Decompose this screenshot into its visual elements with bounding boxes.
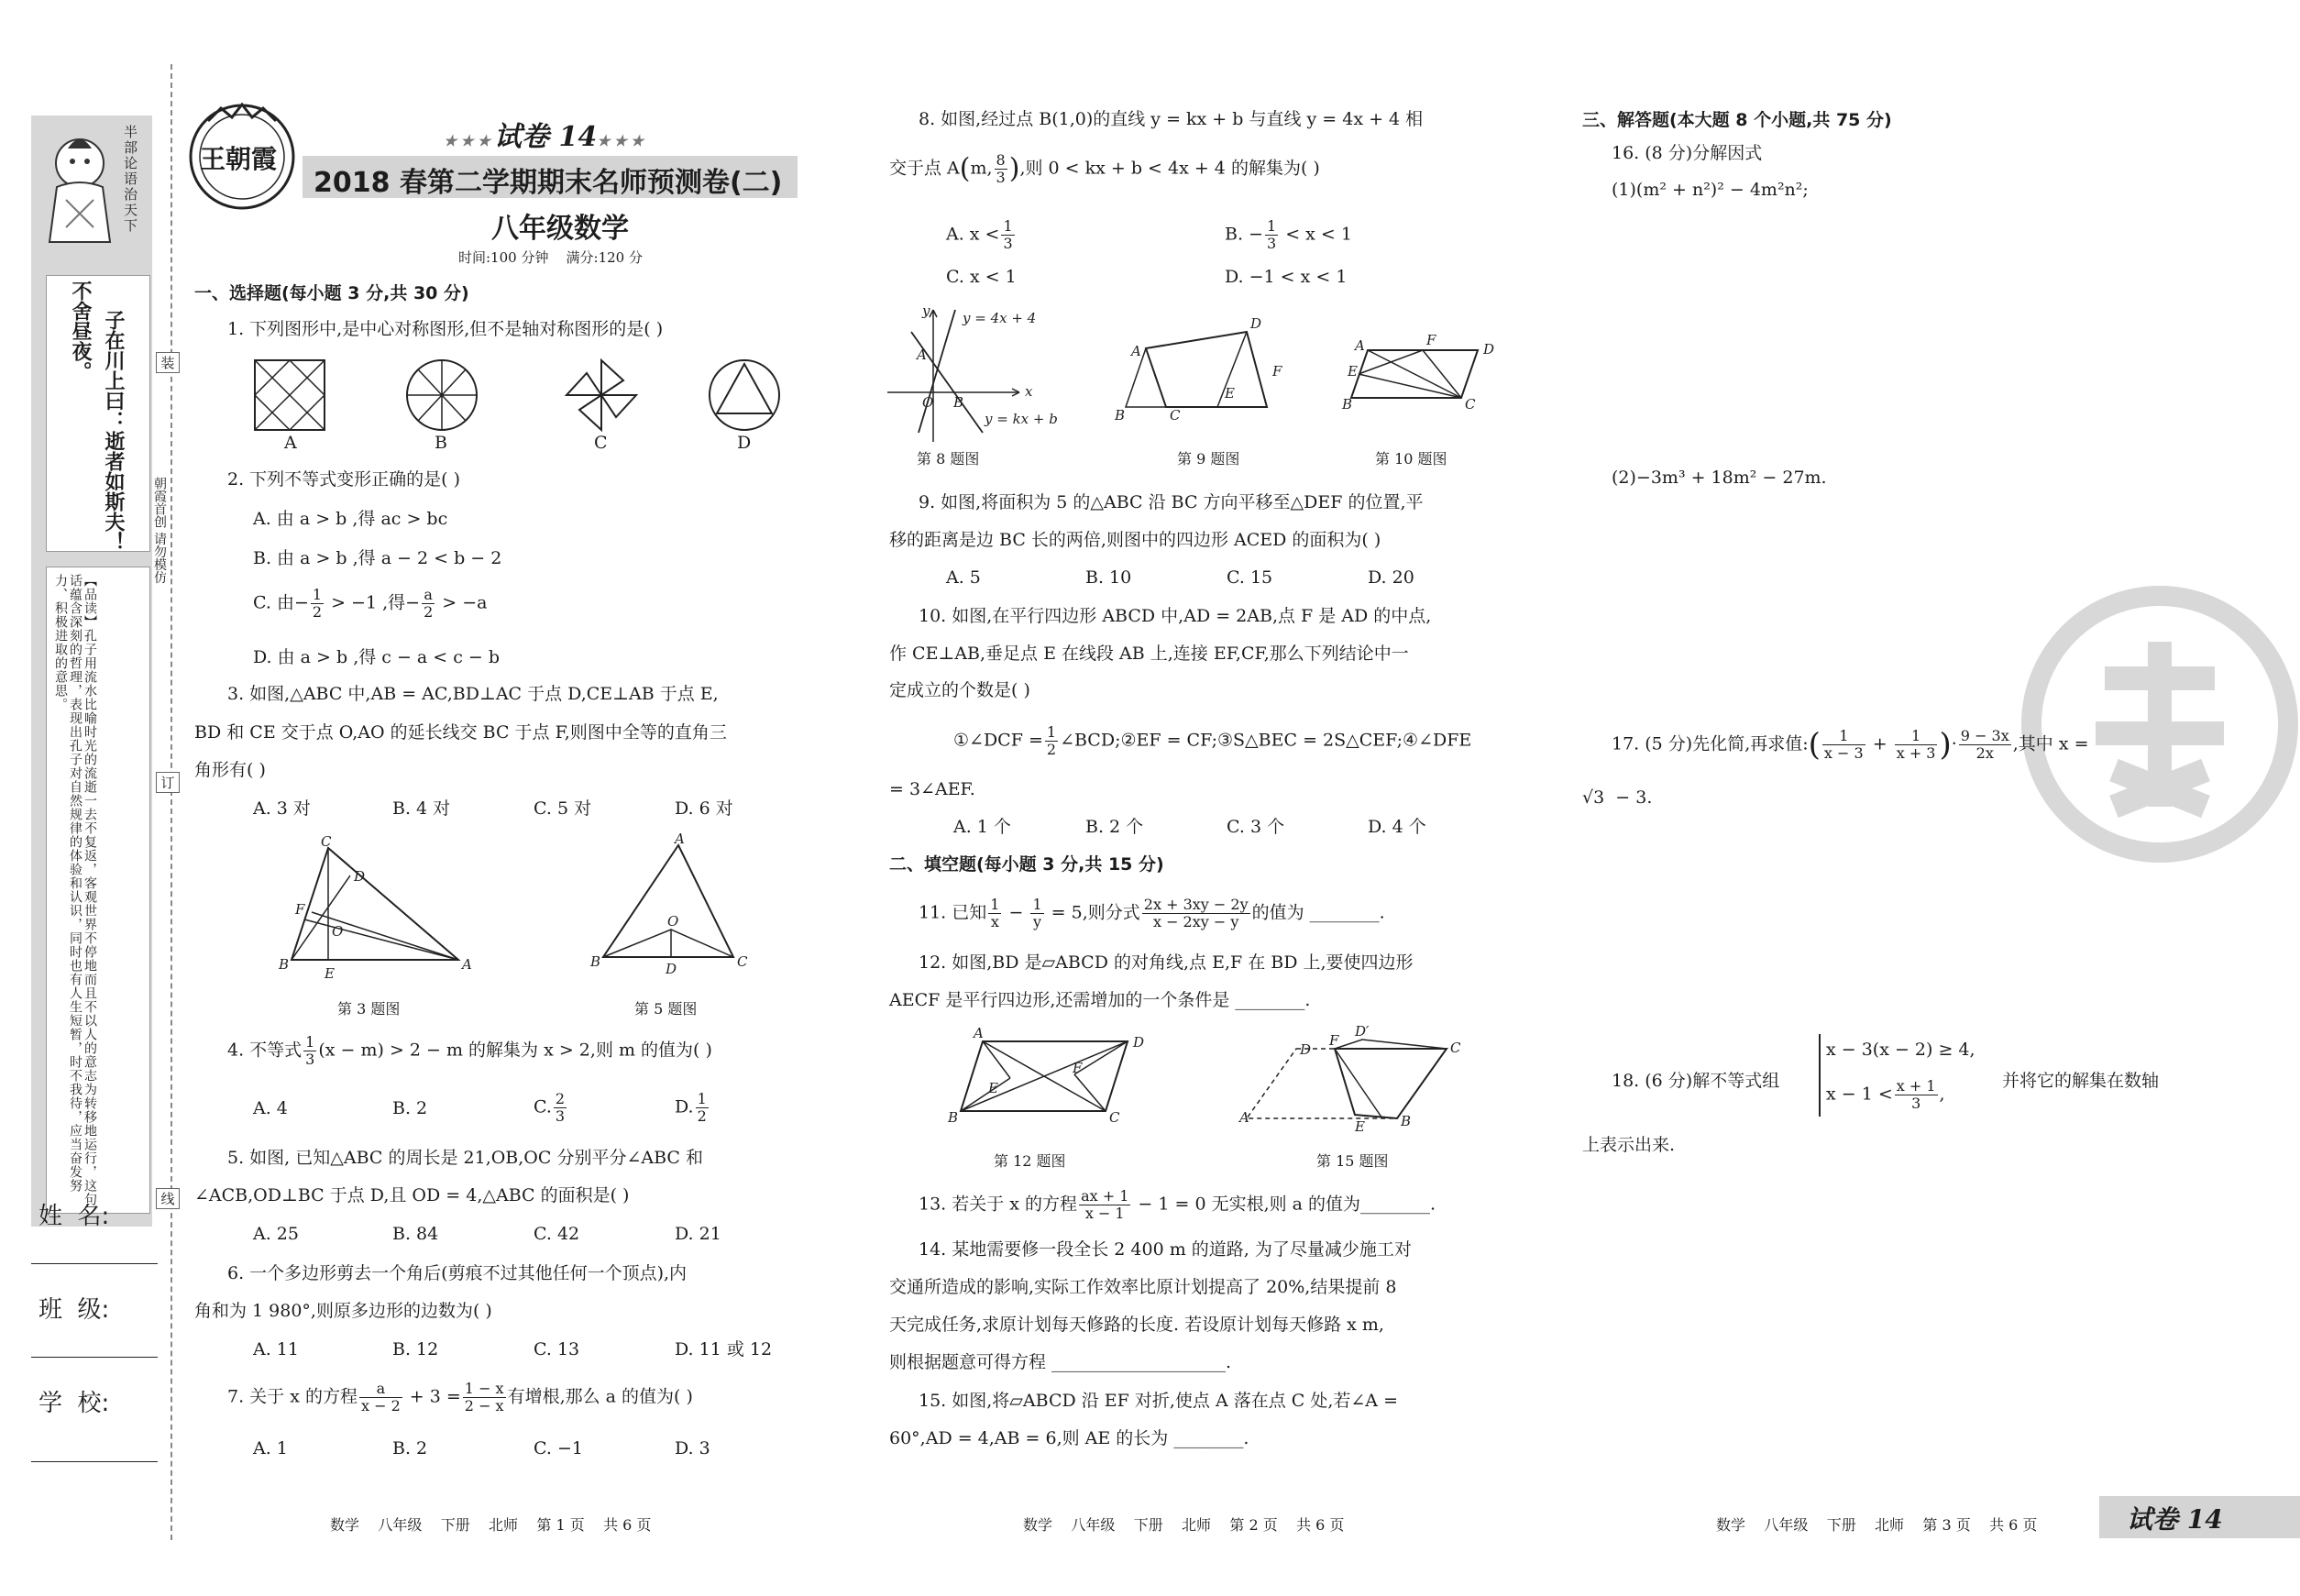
q7-text: 7. 关于 x 的方程 $\frac{a}{x - 2}$ + 3 = $\frac{1 - x}{2 - x}$ 有增根,那么 a 的值为( ) xyxy=(227,1380,693,1414)
class-field[interactable] xyxy=(31,1357,158,1358)
q10-line-2: 作 CE⊥AB,垂足点 E 在线段 AB 上,连接 EF,CF,那么下列结论中一 xyxy=(889,644,1409,664)
svg-text:E: E xyxy=(1348,363,1358,380)
watermark-seal xyxy=(2022,587,2297,862)
bind-mark-2: 订 xyxy=(156,772,180,793)
q6-line-2: 角和为 1 980°,则原多边形的边数为( ) xyxy=(194,1301,492,1321)
q14-line-4: 则根据题意可得方程 ____________________. xyxy=(889,1352,1232,1372)
fig15-caption: 第 15 题图 xyxy=(1316,1152,1389,1170)
svg-text:E: E xyxy=(1225,385,1235,402)
q1-label-c: C xyxy=(594,433,608,453)
q1-label-d: D xyxy=(737,433,752,453)
svg-text:C: C xyxy=(1109,1109,1120,1126)
fig12-caption: 第 12 题图 xyxy=(994,1152,1066,1170)
svg-text:A: A xyxy=(974,1025,984,1041)
q18-ineq-1: x − 3(x − 2) ≥ 4, xyxy=(1826,1040,1975,1060)
svg-text:D: D xyxy=(666,961,677,977)
svg-text:D: D xyxy=(354,868,366,885)
svg-text:F: F xyxy=(295,901,305,918)
q18-text-post: 并将它的解集在数轴 xyxy=(2002,1071,2160,1091)
tag-stars-left: ★★★ xyxy=(444,132,495,149)
q10-option-c: C. 3 个 xyxy=(1227,817,1285,837)
tag-stars-right: ★★★ xyxy=(597,132,648,149)
q1-fig-b xyxy=(407,360,477,430)
footer-paper-tag: 试卷 14 xyxy=(2127,1504,2223,1535)
q4-option-d: D. $\frac{1}{2}$ xyxy=(675,1090,707,1125)
class-label: 班 级: xyxy=(39,1296,110,1324)
svg-text:B: B xyxy=(1115,407,1126,424)
school-label: 学 校: xyxy=(39,1390,110,1417)
q16-part-1: (1)(m² + n²)² − 4m²n²; xyxy=(1612,180,1809,200)
svg-text:O: O xyxy=(922,394,934,411)
svg-text:D: D xyxy=(1133,1034,1145,1051)
q18-brace xyxy=(1819,1034,1821,1117)
q17-line-2: √3 − 3. xyxy=(1582,787,1653,808)
q10-line-3: 定成立的个数是( ) xyxy=(889,680,1030,700)
q14-line-1: 14. 某地需要修一段全长 2 400 m 的道路, 为了尽量减少施工对 xyxy=(919,1239,1412,1260)
fig9-caption: 第 9 题图 xyxy=(1177,450,1240,468)
svg-text:F: F xyxy=(1272,363,1282,380)
svg-text:E: E xyxy=(988,1080,998,1096)
q9-option-c: C. 15 xyxy=(1227,567,1273,588)
q5-line-2: ∠ACB,OD⊥BC 于点 D,且 OD = 4,△ABC 的面积是( ) xyxy=(194,1185,630,1205)
q1-label-a: A xyxy=(284,433,297,453)
section-3-heading: 三、解答题(本大题 8 个小题,共 75 分) xyxy=(1582,110,1892,130)
q9-option-b: B. 10 xyxy=(1085,567,1132,588)
q3-line-2: BD 和 CE 交于点 O,AO 的延长线交 BC 于点 F,则图中全等的直角三 xyxy=(194,722,727,743)
q16-part-2: (2)−3m³ + 18m² − 27m. xyxy=(1612,468,1827,488)
svg-text:B: B xyxy=(279,956,290,973)
q10-line-5: = 3∠AEF. xyxy=(889,779,975,799)
q4-option-b: B. 2 xyxy=(392,1098,428,1118)
motto-quote-1: 子在川上曰：逝者如斯夫！ xyxy=(102,310,125,552)
svg-text:B: B xyxy=(590,953,601,970)
school-field[interactable] xyxy=(31,1461,158,1462)
motto-quote-2: 不舍昼夜。 xyxy=(69,281,92,381)
q15-line-1: 15. 如图,将▱ABCD 沿 EF 对折,使点 A 落在点 C 处,若∠A = xyxy=(919,1391,1398,1411)
q8-option-d: D. −1 < x < 1 xyxy=(1225,267,1348,287)
reading-text: 【品读】孔子用流水比喻时光的流逝一去不复返，客观世界不停地而且不以人的意志为转移地运行，这句话蕴含深刻的哲理，表现出孔子对自然规律的体验和认识，同时也有人生短暂，时不我待，应当奋发努力、积极进取的意思。 xyxy=(53,574,97,1206)
svg-text:C: C xyxy=(1465,396,1476,413)
q13-text: 13. 若关于 x 的方程 $\frac{ax + 1}{x - 1}$ − 1 = 0 无实根,则 a 的值为________. xyxy=(919,1187,1436,1222)
page2-footer: 数学 八年级 下册 北师 第 2 页 共 6 页 xyxy=(1023,1516,1345,1534)
q15-line-2: 60°,AD = 4,AB = 6,则 AE 的长为 ________. xyxy=(889,1428,1249,1448)
svg-text:D: D xyxy=(1300,1041,1312,1058)
q5-option-d: D. 21 xyxy=(675,1224,721,1244)
fig8-line1-label: y = 4x + 4 xyxy=(963,310,1037,326)
fig5-caption: 第 5 题图 xyxy=(634,1000,698,1018)
fig8-caption: 第 8 题图 xyxy=(917,450,980,468)
q8-option-c: C. x < 1 xyxy=(946,267,1017,287)
svg-text:C: C xyxy=(321,833,332,850)
svg-text:B: B xyxy=(1401,1113,1412,1129)
fig10-caption: 第 10 题图 xyxy=(1375,450,1447,468)
q4-option-c: C. $\frac{2}{3}$ xyxy=(534,1090,566,1125)
q3-line-3: 角形有( ) xyxy=(194,760,266,780)
q18-line-2: 上表示出来. xyxy=(1582,1135,1676,1155)
q3-option-b: B. 4 对 xyxy=(392,798,451,819)
q3-option-c: C. 5 对 xyxy=(534,798,592,819)
q1-label-b: B xyxy=(435,433,447,453)
q10-option-d: D. 4 个 xyxy=(1368,817,1426,837)
q5-option-b: B. 84 xyxy=(392,1224,439,1244)
fig12-parallelogram xyxy=(944,1025,1146,1128)
q7-option-b: B. 2 xyxy=(392,1438,428,1458)
subject-title: 八年级数学 xyxy=(491,213,629,245)
svg-text:A: A xyxy=(1131,343,1141,359)
svg-text:F: F xyxy=(1073,1060,1083,1076)
q5-option-a: A. 25 xyxy=(253,1224,299,1244)
q6-option-b: B. 12 xyxy=(392,1339,439,1359)
svg-text:C: C xyxy=(737,953,748,970)
q3-option-a: A. 3 对 xyxy=(253,798,311,819)
svg-text:E: E xyxy=(1355,1118,1365,1135)
q1-figures xyxy=(248,353,798,454)
fig5-triangle xyxy=(587,831,752,983)
q1-fig-d xyxy=(710,360,779,430)
svg-text:B: B xyxy=(1342,396,1353,413)
paper-tag-text: 试卷 14 xyxy=(494,121,598,153)
q2-text: 2. 下列不等式变形正确的是( ) xyxy=(227,469,461,490)
fig3-caption: 第 3 题图 xyxy=(337,1000,401,1018)
svg-text:B: B xyxy=(948,1109,959,1126)
q10-line-4: ①∠DCF = $\frac{1}{2}$ ∠BCD;②EF = CF;③S△BEC = 2S△CEF;④∠DFE xyxy=(953,723,1472,758)
q12-line-1: 12. 如图,BD 是▱ABCD 的对角线,点 E,F 在 BD 上,要使四边形 xyxy=(919,952,1414,973)
svg-text:C: C xyxy=(1170,407,1181,424)
svg-text:D: D xyxy=(1250,315,1262,332)
fig8-line2-label: y = kx + b xyxy=(985,411,1058,427)
q3-line-1: 3. 如图,△ABC 中,AB = AC,BD⊥AC 于点 D,CE⊥AB 于点 E, xyxy=(227,684,719,704)
q1-fig-a xyxy=(255,360,325,430)
logo-text: 王朝霞 xyxy=(200,144,278,174)
bind-mark-3: 线 xyxy=(156,1188,180,1209)
q5-line-1: 5. 如图, 已知△ABC 的周长是 21,OB,OC 分别平分∠ABC 和 xyxy=(227,1148,703,1168)
svg-text:A: A xyxy=(1355,337,1365,354)
fig15-parallelogram xyxy=(1239,1023,1467,1135)
q1-text: 1. 下列图形中,是中心对称图形,但不是轴对称图形的是( ) xyxy=(227,319,664,339)
q3-option-d: D. 6 对 xyxy=(675,798,733,819)
q17-text: 17. (5 分)先化简,再求值:( $\frac{1}{x - 3}$ + $\frac{1}{x + 3}$ )· $\frac{9 - 3x}{2x}$ ,其中 x = xyxy=(1612,726,2089,764)
svg-text:F: F xyxy=(1329,1032,1339,1049)
page3-footer: 数学 八年级 下册 北师 第 3 页 共 6 页 xyxy=(1716,1516,2038,1534)
svg-text:B: B xyxy=(953,394,964,411)
svg-text:A: A xyxy=(1239,1109,1249,1126)
binding-line xyxy=(171,64,172,1540)
section-1-heading: 一、选择题(每小题 3 分,共 30 分) xyxy=(194,283,469,303)
q2-option-c: C. 由− $\frac{1}{2}$ > −1 ,得− $\frac{a}{2}$ > −a xyxy=(253,586,488,621)
time-info: 时间:100 分钟 满分:120 分 xyxy=(458,249,643,266)
q8-line-1: 8. 如图,经过点 B(1,0)的直线 y = kx + b 与直线 y = 4x + 4 相 xyxy=(919,109,1424,129)
confucius-portrait xyxy=(39,127,121,246)
paper-tag xyxy=(444,114,647,154)
quote-box xyxy=(46,275,150,552)
q14-line-2: 交通所造成的影响,实际工作效率比原计划提高了 20%,结果提前 8 xyxy=(889,1277,1397,1297)
fig10-parallelogram xyxy=(1342,321,1507,422)
svg-text:E: E xyxy=(325,965,335,982)
q6-option-a: A. 11 xyxy=(253,1339,299,1359)
name-label: 姓 名: xyxy=(39,1203,110,1230)
svg-text:A: A xyxy=(675,831,685,847)
svg-text:A: A xyxy=(917,347,927,363)
fig3-triangle xyxy=(275,833,477,985)
q5-option-c: C. 42 xyxy=(534,1224,580,1244)
svg-text:O: O xyxy=(332,923,344,940)
q11-text: 11. 已知 $\frac{1}{x}$ − $\frac{1}{y}$ = 5,则分式 $\frac{2x + 3xy - 2y}{x - 2xy - y}$ 的值为 ________. xyxy=(919,896,1385,930)
q8-line-2: 交于点 A(m, $\frac{8}{3}$ ),则 0 < kx + b < 4x + 4 的解集为( ) xyxy=(889,151,1320,186)
q10-option-b: B. 2 个 xyxy=(1085,817,1144,837)
svg-text:F: F xyxy=(1426,332,1436,348)
q10-option-a: A. 1 个 xyxy=(953,817,1011,837)
svg-text:y: y xyxy=(922,303,930,319)
q8-option-a: A. x < $\frac{1}{3}$ xyxy=(946,217,1013,252)
q6-option-d: D. 11 或 12 xyxy=(675,1339,773,1359)
svg-text:C: C xyxy=(1450,1040,1461,1056)
svg-text:A: A xyxy=(462,956,472,973)
svg-text:D: D xyxy=(1483,341,1495,358)
q4-text: 4. 不等式 $\frac{1}{3}$ (x − m) > 2 − m 的解集为 x > 2,则 m 的值为( ) xyxy=(227,1033,712,1068)
q9-option-a: A. 5 xyxy=(946,567,981,588)
q10-line-1: 10. 如图,在平行四边形 ABCD 中,AD = 2AB,点 F 是 AD 的中点, xyxy=(919,606,1432,626)
fig9-parallelogram xyxy=(1115,312,1302,431)
motto-small: 半部论语治天下 xyxy=(122,125,138,234)
svg-text:O: O xyxy=(667,913,679,930)
q4-option-a: A. 4 xyxy=(253,1098,288,1118)
q8-option-b: B. − $\frac{1}{3}$ < x < 1 xyxy=(1225,217,1352,252)
q1-fig-c xyxy=(567,360,636,430)
q14-line-3: 天完成任务,求原计划每天修路的长度. 若设原计划每天修路 x m, xyxy=(889,1315,1384,1335)
q2-option-d: D. 由 a > b ,得 c − a < c − b xyxy=(253,647,501,667)
q7-option-a: A. 1 xyxy=(253,1438,288,1458)
fig8-graph xyxy=(882,304,1084,442)
q18-ineq-2: x − 1 < $\frac{x + 1}{3}$ , xyxy=(1826,1077,1945,1112)
q2-option-a: A. 由 a > b ,得 ac > bc xyxy=(253,509,448,529)
q7-option-c: C. −1 xyxy=(534,1438,583,1458)
q6-option-c: C. 13 xyxy=(534,1339,580,1359)
name-field[interactable] xyxy=(31,1263,158,1264)
svg-text:D′: D′ xyxy=(1355,1023,1370,1040)
q7-option-d: D. 3 xyxy=(675,1438,710,1458)
q9-option-d: D. 20 xyxy=(1368,567,1414,588)
q9-line-2: 移的距离是边 BC 长的两倍,则图中的四边形 ACED 的面积为( ) xyxy=(889,530,1381,550)
bind-mark-1: 装 xyxy=(156,352,180,373)
q16-text: 16. (8 分)分解因式 xyxy=(1612,143,1763,163)
q9-line-1: 9. 如图,将面积为 5 的△ABC 沿 BC 方向平移至△DEF 的位置,平 xyxy=(919,492,1424,512)
page-title: 2018 春第二学期期末名师预测卷(二) xyxy=(314,167,783,199)
svg-text:x: x xyxy=(1025,383,1033,400)
sidebar xyxy=(18,64,156,1549)
note-vertical: 朝霞首创 请勿模仿 xyxy=(152,477,167,584)
section-2-heading: 二、填空题(每小题 3 分,共 15 分) xyxy=(889,854,1164,875)
q2-option-b: B. 由 a > b ,得 a − 2 < b − 2 xyxy=(253,548,502,568)
q18-text: 18. (6 分)解不等式组 xyxy=(1612,1071,1780,1091)
q12-line-2: AECF 是平行四边形,还需增加的一个条件是 ________. xyxy=(889,990,1311,1010)
page1-footer: 数学 八年级 下册 北师 第 1 页 共 6 页 xyxy=(330,1516,652,1534)
q6-line-1: 6. 一个多边形剪去一个角后(剪痕不过其他任何一个顶点),内 xyxy=(227,1263,688,1283)
